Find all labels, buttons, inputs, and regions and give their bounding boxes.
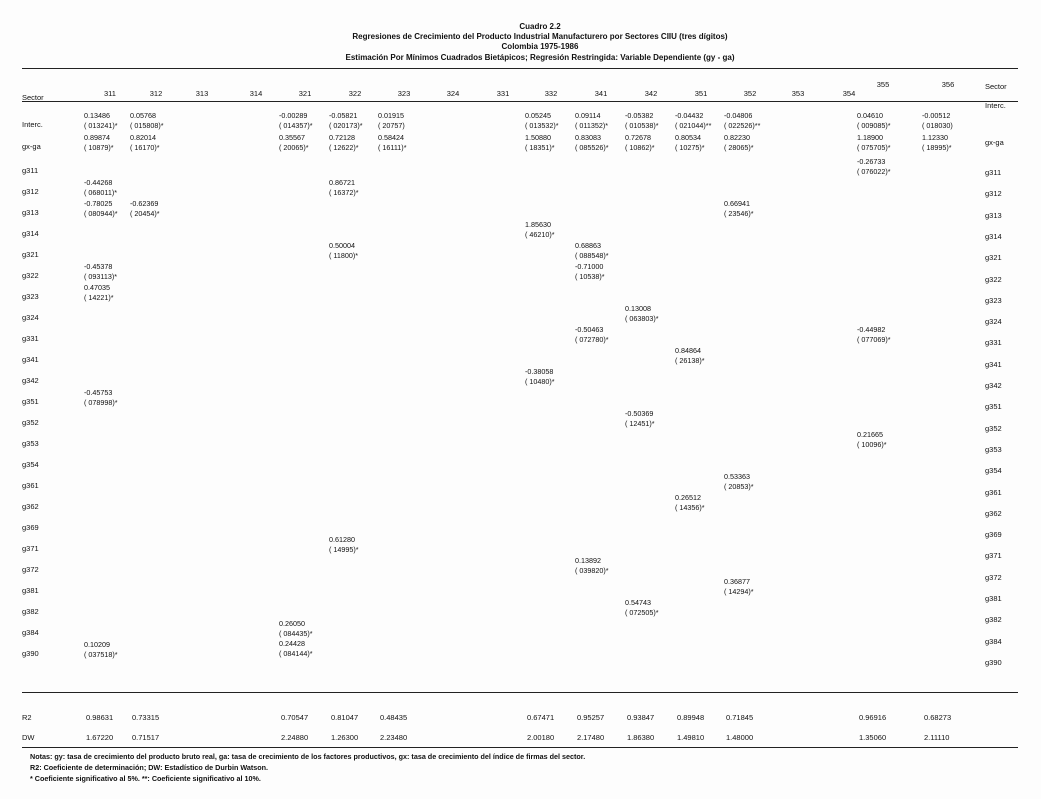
coefficient-cell bbox=[857, 430, 887, 450]
r2-value: 0.95257 bbox=[577, 713, 605, 722]
row-label-right: Interc. bbox=[985, 101, 1006, 110]
coefficient-value: 0.10209 bbox=[84, 640, 110, 649]
standard-error: ( 10096)* bbox=[857, 440, 887, 449]
standard-error: ( 46210)* bbox=[525, 230, 555, 239]
row-label: g321 bbox=[22, 250, 39, 259]
coefficient-value: -0.26733 bbox=[857, 157, 886, 166]
coefficient-value: -0.62369 bbox=[130, 199, 159, 208]
row-label: g361 bbox=[22, 481, 39, 490]
standard-error: ( 075705)* bbox=[857, 143, 891, 152]
coefficient-cell bbox=[525, 133, 555, 153]
standard-error: ( 20454)* bbox=[130, 209, 160, 218]
coefficient-value: 0.35567 bbox=[279, 133, 305, 142]
coefficient-cell bbox=[625, 598, 659, 618]
coefficient-cell bbox=[84, 640, 118, 660]
row-label: g384 bbox=[22, 628, 39, 637]
standard-error: ( 14995)* bbox=[329, 545, 359, 554]
coefficient-cell bbox=[329, 111, 363, 131]
row-label: g314 bbox=[22, 229, 39, 238]
coefficient-cell bbox=[329, 241, 358, 261]
standard-error: ( 12451)* bbox=[625, 419, 655, 428]
row-label: g342 bbox=[22, 376, 39, 385]
coefficient-cell bbox=[130, 133, 160, 153]
row-label-right: g322 bbox=[985, 274, 1002, 284]
column-header: 322 bbox=[348, 89, 362, 98]
standard-error: ( 039820)* bbox=[575, 566, 609, 575]
row-label-right: g369 bbox=[985, 530, 1002, 540]
coefficient-cell bbox=[329, 535, 359, 555]
row-label: gx-ga bbox=[22, 142, 41, 151]
coefficient-value: -0.78025 bbox=[84, 199, 113, 208]
coefficient-value: -0.50369 bbox=[625, 409, 654, 418]
column-header: 321 bbox=[298, 89, 312, 98]
coefficient-cell bbox=[84, 133, 114, 153]
standard-error: ( 013241)* bbox=[84, 121, 118, 130]
coefficient-value: 0.47035 bbox=[84, 283, 110, 292]
coefficient-cell bbox=[625, 111, 659, 131]
coefficient-value: 0.04610 bbox=[857, 111, 883, 120]
dw-value: 1.35060 bbox=[859, 733, 887, 742]
standard-error: ( 084435)* bbox=[279, 629, 313, 638]
coefficient-value: 0.01915 bbox=[378, 111, 404, 120]
standard-error: ( 18351)* bbox=[525, 143, 555, 152]
row-label-right: g341 bbox=[985, 359, 1002, 369]
standard-error: ( 088548)* bbox=[575, 251, 609, 260]
coefficient-cell bbox=[724, 472, 754, 492]
coefficient-value: 0.26050 bbox=[279, 619, 305, 628]
note-line: Notas: gy: tasa de crecimiento del producto bruto real, ga: tasa de crecimiento de los factores productivos, gx: tasa de crecimiento del índice de firmas del sector. bbox=[30, 752, 586, 761]
standard-error: ( 20757) bbox=[378, 121, 405, 130]
standard-error: ( 013532)* bbox=[525, 121, 559, 130]
coefficient-value: 0.58424 bbox=[378, 133, 404, 142]
standard-error: ( 14294)* bbox=[724, 587, 754, 596]
coefficient-value: 0.61280 bbox=[329, 535, 355, 544]
coefficient-cell bbox=[378, 133, 407, 153]
coefficient-cell bbox=[675, 493, 705, 513]
standard-error: ( 010538)* bbox=[625, 121, 659, 130]
row-label-right: g323 bbox=[985, 295, 1002, 305]
standard-error: ( 23546)* bbox=[724, 209, 754, 218]
coefficient-value: 0.66941 bbox=[724, 199, 750, 208]
standard-error: ( 018030) bbox=[922, 121, 953, 130]
coefficient-cell bbox=[575, 111, 608, 131]
standard-error: ( 20853)* bbox=[724, 482, 754, 491]
standard-error: ( 011352)* bbox=[575, 121, 609, 130]
row-label: g381 bbox=[22, 586, 39, 595]
coefficient-cell bbox=[378, 111, 405, 131]
coefficient-cell bbox=[857, 111, 891, 131]
row-label-right: g354 bbox=[985, 466, 1002, 476]
coefficient-cell bbox=[724, 199, 754, 219]
standard-error: ( 080944)* bbox=[84, 209, 118, 218]
coefficient-cell bbox=[329, 133, 359, 153]
coefficient-cell bbox=[575, 133, 609, 153]
row-label: g312 bbox=[22, 187, 39, 196]
r2-value: 0.73315 bbox=[132, 713, 160, 722]
header-rule bbox=[22, 101, 1018, 102]
r2-value: 0.68273 bbox=[924, 713, 952, 722]
standard-error: ( 021044)** bbox=[675, 121, 712, 130]
coefficient-cell bbox=[279, 111, 313, 131]
row-label-right: g342 bbox=[985, 381, 1002, 390]
row-label: g371 bbox=[22, 544, 39, 553]
r2-value: 0.70547 bbox=[281, 713, 309, 722]
r2-value: 0.71845 bbox=[726, 713, 754, 722]
coefficient-value: 0.68863 bbox=[575, 241, 601, 250]
coefficient-cell bbox=[625, 304, 659, 324]
standard-error: ( 16111)* bbox=[378, 143, 407, 152]
column-header: 341 bbox=[594, 89, 608, 98]
standard-error: ( 015808)* bbox=[130, 121, 164, 130]
coefficient-value: 0.72128 bbox=[329, 133, 355, 142]
standard-error: ( 084144)* bbox=[279, 649, 313, 658]
coefficient-value: -0.44268 bbox=[84, 178, 113, 187]
coefficient-value: 0.89874 bbox=[84, 133, 110, 142]
standard-error: ( 12622)* bbox=[329, 143, 359, 152]
coefficient-cell bbox=[857, 325, 891, 345]
coefficient-value: 1.85630 bbox=[525, 220, 551, 229]
coefficient-value: 1.18900 bbox=[857, 133, 883, 142]
row-label-right: gx-ga bbox=[985, 138, 1004, 147]
coefficient-value: -0.00512 bbox=[922, 111, 951, 120]
coefficient-cell bbox=[525, 367, 555, 387]
row-label-right: g353 bbox=[985, 444, 1002, 454]
row-label: g372 bbox=[22, 565, 39, 574]
column-header: 352 bbox=[743, 89, 757, 98]
title-line: Colombia 1975-1986 bbox=[501, 42, 579, 51]
row-label-right: g321 bbox=[985, 253, 1002, 263]
row-label-right: g312 bbox=[985, 189, 1002, 199]
coefficient-value: -0.45753 bbox=[84, 388, 113, 397]
row-label: g351 bbox=[22, 397, 39, 406]
row-label-right: g324 bbox=[985, 317, 1002, 327]
standard-error: ( 20065)* bbox=[279, 143, 309, 152]
coefficient-value: -0.05821 bbox=[329, 111, 358, 120]
standard-error: ( 037518)* bbox=[84, 650, 118, 659]
column-header: 354 bbox=[842, 89, 856, 98]
column-header: 356 bbox=[941, 80, 955, 89]
coefficient-cell bbox=[575, 325, 609, 345]
column-header: 313 bbox=[195, 89, 209, 98]
coefficient-value: 1.12330 bbox=[922, 133, 948, 142]
standard-error: ( 022526)** bbox=[724, 121, 761, 130]
row-label: g354 bbox=[22, 460, 39, 469]
row-label: g313 bbox=[22, 208, 39, 217]
bottom-rule bbox=[22, 747, 1018, 748]
coefficient-cell bbox=[724, 133, 754, 153]
row-label-right: g331 bbox=[985, 338, 1002, 348]
coefficient-value: -0.45378 bbox=[84, 262, 113, 271]
standard-error: ( 10538)* bbox=[575, 272, 605, 281]
row-label-right: g314 bbox=[985, 231, 1002, 241]
header-sector-label-right: Sector bbox=[985, 82, 1007, 91]
standard-error: ( 072505)* bbox=[625, 608, 659, 617]
dw-value: 1.49810 bbox=[677, 733, 705, 742]
r2-value: 0.81047 bbox=[331, 713, 359, 722]
row-label-right: g352 bbox=[985, 423, 1002, 433]
coefficient-cell bbox=[84, 262, 117, 282]
coefficient-cell bbox=[675, 133, 705, 153]
row-label-right: g311 bbox=[985, 168, 1002, 177]
r2-value: 0.48435 bbox=[380, 713, 408, 722]
standard-error: ( 063803)* bbox=[625, 314, 659, 323]
coefficient-value: -0.04806 bbox=[724, 111, 753, 120]
row-label-right: g371 bbox=[985, 551, 1002, 561]
r2-value: 0.67471 bbox=[527, 713, 555, 722]
row-label: g390 bbox=[22, 649, 39, 658]
coefficient-cell bbox=[130, 199, 160, 219]
standard-error: ( 14221)* bbox=[84, 293, 114, 302]
standard-error: ( 078998)* bbox=[84, 398, 118, 407]
standard-error: ( 10862)* bbox=[625, 143, 655, 152]
coefficient-cell bbox=[84, 388, 118, 408]
row-label-right: g361 bbox=[985, 487, 1002, 497]
coefficient-cell bbox=[857, 133, 891, 153]
row-label: g353 bbox=[22, 439, 39, 448]
standard-error: ( 093113)* bbox=[84, 272, 118, 281]
standard-error: ( 014357)* bbox=[279, 121, 313, 130]
standard-error: ( 10879)* bbox=[84, 143, 114, 152]
dw-value: 0.71517 bbox=[132, 733, 160, 742]
coefficient-value: 0.53363 bbox=[724, 472, 750, 481]
coefficient-value: -0.00289 bbox=[279, 111, 308, 120]
coefficient-cell bbox=[675, 346, 705, 366]
row-label: g352 bbox=[22, 418, 39, 427]
coefficient-cell bbox=[84, 283, 114, 303]
title-line: Estimación Por Mínimos Cuadrados Bietápicos; Regresión Restringida: Variable Dependiente (gy - ga) bbox=[345, 53, 735, 62]
standard-error: ( 18995)* bbox=[922, 143, 952, 152]
coefficient-cell bbox=[724, 111, 760, 131]
row-label-right: g372 bbox=[985, 572, 1002, 582]
coefficient-value: 0.21665 bbox=[857, 430, 883, 439]
coefficient-value: -0.05382 bbox=[625, 111, 654, 120]
coefficient-cell bbox=[857, 157, 891, 177]
coefficient-value: 0.13008 bbox=[625, 304, 651, 313]
coefficient-cell bbox=[130, 111, 164, 131]
coefficient-cell bbox=[575, 262, 605, 282]
coefficient-cell bbox=[525, 220, 555, 240]
standard-error: ( 076022)* bbox=[857, 167, 891, 176]
coefficient-cell bbox=[525, 111, 559, 131]
coefficient-value: 0.13486 bbox=[84, 111, 110, 120]
r2-value: 0.98631 bbox=[86, 713, 114, 722]
column-header: 324 bbox=[446, 89, 460, 98]
dw-label: DW bbox=[22, 733, 35, 742]
column-header: 331 bbox=[496, 89, 510, 98]
coefficient-cell bbox=[724, 577, 754, 597]
coefficient-cell bbox=[675, 111, 711, 131]
row-label-right: g381 bbox=[985, 594, 1002, 603]
dw-value: 2.23480 bbox=[380, 733, 408, 742]
standard-error: ( 14356)* bbox=[675, 503, 705, 512]
column-header: 332 bbox=[544, 89, 558, 98]
coefficient-value: 0.84864 bbox=[675, 346, 701, 355]
row-label: g322 bbox=[22, 271, 39, 280]
column-header: 314 bbox=[249, 89, 263, 98]
coefficient-cell bbox=[279, 133, 309, 153]
dw-value: 2.00180 bbox=[527, 733, 555, 742]
dw-value: 1.48000 bbox=[726, 733, 754, 742]
row-label-right: g362 bbox=[985, 508, 1002, 518]
coefficient-cell bbox=[922, 111, 953, 131]
row-label: Interc. bbox=[22, 120, 43, 129]
row-label-right: g390 bbox=[985, 657, 1002, 667]
row-label: g324 bbox=[22, 313, 39, 322]
row-label: g323 bbox=[22, 292, 39, 301]
row-label: g341 bbox=[22, 355, 39, 364]
note-line: R2: Coeficiente de determinación; DW: Estadístico de Durbin Watson. bbox=[30, 763, 269, 772]
coefficient-value: 0.36877 bbox=[724, 577, 750, 586]
coefficient-value: 0.13892 bbox=[575, 556, 601, 565]
standard-error: ( 10480)* bbox=[525, 377, 555, 386]
title-line: Regresiones de Crecimiento del Producto Industrial Manufacturero por Sectores CIIU (tres dígitos) bbox=[352, 32, 728, 41]
title-line: Cuadro 2.2 bbox=[519, 22, 561, 31]
coefficient-cell bbox=[922, 133, 952, 153]
coefficient-value: 0.05768 bbox=[130, 111, 156, 120]
coefficient-value: -0.44982 bbox=[857, 325, 886, 334]
column-header: 342 bbox=[644, 89, 658, 98]
coefficient-value: 0.26512 bbox=[675, 493, 701, 502]
coefficient-value: 0.05245 bbox=[525, 111, 551, 120]
dw-value: 2.17480 bbox=[577, 733, 605, 742]
standard-error: ( 28065)* bbox=[724, 143, 754, 152]
coefficient-value: -0.38058 bbox=[525, 367, 554, 376]
coefficient-cell bbox=[575, 556, 609, 576]
dw-value: 1.67220 bbox=[86, 733, 114, 742]
coefficient-value: 0.83083 bbox=[575, 133, 601, 142]
row-label: g362 bbox=[22, 502, 39, 511]
row-label: g369 bbox=[22, 523, 39, 532]
coefficient-cell bbox=[575, 241, 609, 261]
row-label-right: g313 bbox=[985, 210, 1002, 220]
dw-value: 1.26300 bbox=[331, 733, 359, 742]
standard-error: ( 009085)* bbox=[857, 121, 891, 130]
standard-error: ( 16372)* bbox=[329, 188, 359, 197]
coefficient-cell bbox=[625, 409, 655, 429]
coefficient-cell bbox=[279, 639, 313, 659]
column-header: 312 bbox=[149, 89, 163, 98]
coefficient-value: 0.50004 bbox=[329, 241, 355, 250]
row-label: g382 bbox=[22, 607, 39, 616]
coefficient-value: 0.54743 bbox=[625, 598, 651, 607]
r2-value: 0.93847 bbox=[627, 713, 655, 722]
coefficient-cell bbox=[329, 178, 359, 198]
standard-error: ( 10275)* bbox=[675, 143, 705, 152]
row-label-right: g384 bbox=[985, 636, 1002, 646]
standard-error: ( 068011)* bbox=[84, 188, 118, 197]
coefficient-value: 0.86721 bbox=[329, 178, 355, 187]
row-label-right: g382 bbox=[985, 615, 1002, 625]
row-label: g311 bbox=[22, 166, 39, 175]
coefficient-value: 0.09114 bbox=[575, 111, 601, 120]
coefficient-value: 0.72678 bbox=[625, 133, 651, 142]
coefficient-cell bbox=[279, 619, 313, 639]
dw-value: 2.24880 bbox=[281, 733, 309, 742]
coefficient-value: 0.82230 bbox=[724, 133, 750, 142]
column-header: 311 bbox=[104, 89, 116, 98]
standard-error: ( 077069)* bbox=[857, 335, 891, 344]
r2-value: 0.89948 bbox=[677, 713, 705, 722]
coefficient-value: 0.80534 bbox=[675, 133, 701, 142]
coefficient-value: -0.71000 bbox=[575, 262, 604, 271]
dw-value: 1.86380 bbox=[627, 733, 655, 742]
row-label: g331 bbox=[22, 334, 39, 343]
column-header: 353 bbox=[791, 89, 805, 98]
coefficient-cell bbox=[84, 199, 118, 219]
coefficient-value: 0.24428 bbox=[279, 639, 305, 648]
coefficient-value: -0.50463 bbox=[575, 325, 604, 334]
header-sector-label: Sector bbox=[22, 93, 44, 102]
standard-error: ( 11800)* bbox=[329, 251, 359, 260]
standard-error: ( 26138)* bbox=[675, 356, 705, 365]
standard-error: ( 020173)* bbox=[329, 121, 363, 130]
coefficient-cell bbox=[84, 178, 117, 198]
stats-rule bbox=[22, 692, 1018, 693]
column-header: 323 bbox=[397, 89, 411, 98]
coefficient-cell bbox=[625, 133, 655, 153]
column-header: 355 bbox=[876, 80, 890, 89]
standard-error: ( 085526)* bbox=[575, 143, 609, 152]
coefficient-value: 0.82014 bbox=[130, 133, 156, 142]
r2-label: R2 bbox=[22, 713, 32, 722]
note-line: * Coeficiente significativo al 5%. **: Coeficiente significativo al 10%. bbox=[30, 774, 261, 783]
standard-error: ( 072780)* bbox=[575, 335, 609, 344]
row-label-right: g351 bbox=[985, 402, 1002, 412]
standard-error: ( 16170)* bbox=[130, 143, 160, 152]
top-rule bbox=[22, 68, 1018, 69]
dw-value: 2.11110 bbox=[924, 733, 950, 742]
coefficient-cell bbox=[84, 111, 118, 131]
coefficient-value: 1.50880 bbox=[525, 133, 551, 142]
column-header: 351 bbox=[694, 89, 708, 98]
coefficient-value: -0.04432 bbox=[675, 111, 704, 120]
r2-value: 0.96916 bbox=[859, 713, 887, 722]
